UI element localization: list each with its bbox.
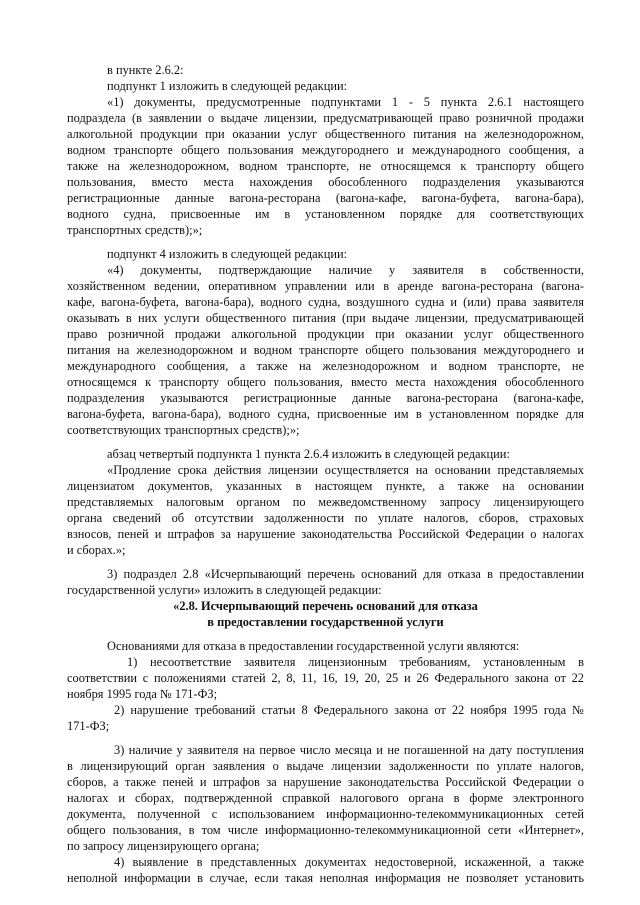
paragraph-intro: абзац четвертый подпункта 1 пункта 2.6.4 изложить в следующей редакции: (107, 447, 510, 461)
list-item-line: 2) нарушение требований статьи 8 Федерального закона от 22 ноября 1995 года № (114, 703, 584, 717)
text-line: регистрационные данные вагона-ресторана (вагона-кафе, вагона-буфета, вагона-бара), (67, 191, 584, 205)
paragraph-intro: Основаниями для отказа в предоставлении государственной услуги являются: (107, 639, 520, 653)
list-item-line: 4) выявление в представленных документах недостоверной, искаженной, а также (114, 855, 584, 869)
list-item-line: ноября 1995 года № 171-ФЗ; (67, 687, 218, 701)
text-line: лицензиатом документов, указанных в настоящем пункте, а также на основании (67, 479, 584, 493)
text-line: также на железнодорожном, водном транспорте, не относящемся к транспорту общего (67, 159, 584, 173)
text-line: транспортных средств);»; (67, 223, 203, 237)
text-line: «1) документы, предусмотренные подпунктами 1 - 5 пункта 2.6.1 настоящего (107, 95, 584, 109)
text-line: водном транспорте общего пользования междугороднего и международного сообщения, а (67, 143, 584, 157)
text-line: кафе, вагона-буфета, вагона-бара), водного судна, воздушного судна и (или) права заявителя (67, 295, 584, 309)
text-line: взносов, пеней и штрафов за нарушение законодательства Российской Федерации о налогах (67, 527, 584, 541)
text-line: подразделения указываются регистрационные данные вагона-ресторана (вагона-кафе, (67, 391, 584, 405)
text-line: представляемых налоговым органом по межведомственному запросу лицензирующего (67, 495, 584, 509)
text-line: соответствующих транспортных средств);»; (67, 423, 300, 437)
text-line: водного судна, присвоенные им в установленном порядке для соответствующих (67, 207, 584, 221)
list-item-line: 171-ФЗ; (67, 719, 110, 733)
text-line: оказывать в них услуги общественного питания (при выдаче лицензии, предусматривающей (67, 311, 584, 325)
text-line: «4) документы, подтверждающие наличие у заявителя в собственности, (107, 263, 584, 277)
text-line: и сборах.»; (67, 543, 126, 557)
text-line: международного сообщения, а также на железнодорожном и водном транспорте, не (67, 359, 584, 373)
section-title: «2.8. Исчерпывающий перечень оснований для отказа (173, 599, 478, 613)
section-title: в предоставлении государственной услуги (207, 615, 444, 629)
text-line: органа сведений об отсутствии задолженности по уплате налогов, сборов, страховых (67, 511, 584, 525)
paragraph-intro: подпункт 4 изложить в следующей редакции: (107, 247, 348, 261)
list-item-line: налогах и сборах, подтвержденной справкой налогового органа в форме электронного (67, 791, 584, 805)
text-line: относящемся к транспорту общего пользования, вместо места нахождения обособленного (67, 375, 584, 389)
list-item-line: 3) наличие у заявителя на первое число месяца и не погашенной на дату поступления (114, 743, 584, 757)
paragraph-heading: в пункте 2.6.2: (107, 63, 184, 77)
list-item-line: 1) несоответствие заявителя лицензионным требованиям, установленным в (127, 655, 584, 669)
text-line: питания на железнодорожном и водном транспорте общего пользования междугороднего и (67, 343, 584, 357)
list-item-line: неполной информации в случае, если такая неполная информация не позволяет установить (67, 871, 584, 885)
list-item-line: соответствии с положениями статей 2, 8, 11, 16, 19, 20, 25 и 26 Федерального закона от 22 (67, 671, 584, 685)
list-item-line: документа, полученной с использованием информационно-телекоммуникационных сетей (67, 807, 584, 821)
text-line: алкогольной продукции при оказании услуг общественного питания на железнодорожном, (67, 127, 584, 141)
list-item-line: сборов, а также пеней и штрафов за нарушение законодательства Российской Федерации о (67, 775, 584, 789)
text-line: право розничной продажи алкогольной продукции при оказании услуг общественного (67, 327, 584, 341)
text-line: «Продление срока действия лицензии осуществляется на основании представляемых (107, 463, 584, 477)
text-line: подраздела (в заявлении о выдаче лицензии, предусматривающей право розничной продажи (67, 111, 584, 125)
text-line: государственной услуги» изложить в следующей редакции: (67, 583, 382, 597)
text-line: 3) подраздел 2.8 «Исчерпывающий перечень оснований для отказа в предоставлении (107, 567, 584, 581)
text-line: пользования, вместо места нахождения обособленного подразделения указываются (67, 175, 584, 189)
list-item-line: общего пользования, в том числе информационно-телекоммуникационной сети «Интернет», (67, 823, 584, 837)
text-line: вагона-буфета, вагона-бара), водного судна, присвоенные им в установленном порядке для (67, 407, 584, 421)
paragraph-intro: подпункт 1 изложить в следующей редакции: (107, 79, 348, 93)
text-line: хозяйственном ведении, оперативном управлении или в аренде вагона-ресторана (вагона- (67, 279, 584, 293)
list-item-line: по запросу лицензирующего органа; (67, 839, 260, 853)
list-item-line: в лицензирующий орган заявления о выдаче лицензии задолженности по уплате налогов, (67, 759, 584, 773)
